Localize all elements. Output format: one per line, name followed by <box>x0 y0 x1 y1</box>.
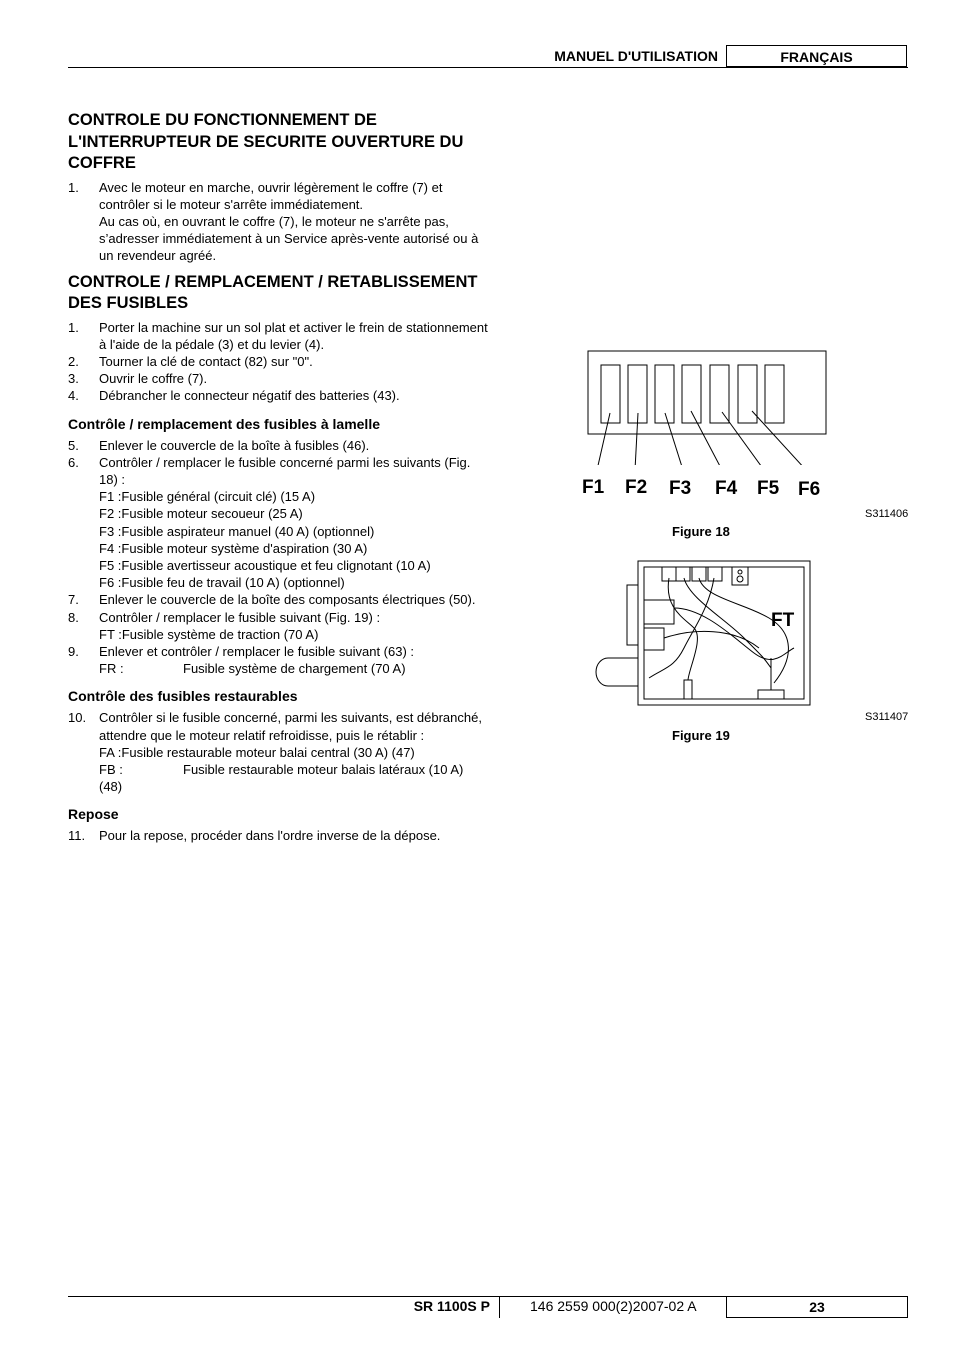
item-text: Enlever le couvercle de la boîte à fusibles (46). <box>99 437 370 453</box>
item-number: 2. <box>68 353 79 369</box>
fuse-line-fr <box>99 660 488 677</box>
fuse-line-fa: FA :Fusible restaurable moteur balai central (30 A) (47) <box>99 744 415 760</box>
item-number: 6. <box>68 454 79 470</box>
fuse-line-f2: F2 :Fusible moteur secoueur (25 A) <box>99 506 303 522</box>
item-text-extra: Au cas où, en ouvrant le coffre (7), le moteur ne s'arrête pas, s’adresser immédiatement à un Service après-vente autorisé ou à un revendeur agréé. <box>99 213 479 264</box>
electrical-box-diagram <box>594 558 814 708</box>
fuse-box-diagram <box>580 345 840 465</box>
subsection-title-blade-fuses: Contrôle / remplacement des fusibles à lamelle <box>68 415 380 432</box>
model-name: SR 1100S P <box>413 1298 490 1314</box>
list-item <box>68 387 488 404</box>
fuse-line-f4: F4 :Fusible moteur système d'aspiration (30 A) <box>99 540 368 556</box>
item-text: Contrôler / remplacer le fusible suivant (Fig. 19) : <box>99 609 381 625</box>
fuse-label-ft: FT <box>771 610 795 631</box>
manual-title: MANUEL D'UTILISATION <box>554 48 718 64</box>
subsection-title-repose: Repose <box>68 806 119 823</box>
fuse-line-f1: F1 :Fusible général (circuit clé) (15 A) <box>99 489 316 505</box>
item-text: Ouvrir le coffre (7). <box>99 371 208 387</box>
item-number: 11. <box>68 828 86 844</box>
list-item <box>68 179 488 265</box>
item-text: Porter la machine sur un sol plat et activer le frein de stationnement à l'aide de la pédale (3) et du levier (4). <box>99 319 488 352</box>
fuse-label-f6: F6 <box>798 479 821 500</box>
fuse-label-f3: F3 <box>669 478 692 499</box>
item-text: Tourner la clé de contact (82) sur "0". <box>99 353 313 369</box>
fuse-description: Fusible restaurable moteur balais latéraux (10 A) (48) <box>99 761 464 795</box>
item-number: 10. <box>68 710 87 726</box>
language-label: FRANÇAIS <box>726 45 907 67</box>
fuse-label-f5: F5 <box>757 478 780 499</box>
item-number: 1. <box>68 319 79 335</box>
section-title-safety-switch: CONTROLE DU FONCTIONNEMENT DE L'INTERRUPTEUR DE SECURITE OUVERTURE DU COFFRE <box>68 111 464 172</box>
fuse-line-ft: FT :Fusible système de traction (70 A) <box>99 626 319 642</box>
item-number: 9. <box>68 643 79 659</box>
item-number: 7. <box>68 592 79 608</box>
list-item <box>68 709 488 795</box>
fuse-label-f2: F2 <box>625 477 648 498</box>
figure-19-caption: Figure 19 <box>672 728 730 743</box>
list-item <box>68 643 488 677</box>
fuse-line-fb <box>99 761 488 795</box>
item-text: Enlever et contrôler / remplacer le fusible suivant (63) : <box>99 643 415 659</box>
footer-rule <box>68 1296 726 1297</box>
item-text: Avec le moteur en marche, ouvrir légèrement le coffre (7) et contrôler si le moteur s'arrête immédiatement. <box>99 179 443 212</box>
list-item <box>68 609 488 643</box>
item-number: 4. <box>68 388 79 404</box>
item-text: Pour la repose, procéder dans l'ordre inverse de la dépose. <box>99 828 441 844</box>
fuse-key: FB : <box>99 761 123 777</box>
main-text-column <box>68 110 488 845</box>
fuse-key: FR : <box>99 661 124 677</box>
list-item <box>68 437 488 454</box>
page-number: 23 <box>726 1296 908 1318</box>
list-item <box>68 319 488 353</box>
item-text: Enlever le couvercle de la boîte des composants électriques (50). <box>99 592 476 608</box>
subsection-title-resettable-fuses: Contrôle des fusibles restaurables <box>68 688 298 705</box>
item-number: 5. <box>68 437 79 453</box>
fuse-line-f3: F3 :Fusible aspirateur manuel (40 A) (optionnel) <box>99 523 375 539</box>
list-item <box>68 370 488 387</box>
section-title-fuses: CONTROLE / REMPLACEMENT / RETABLISSEMENT DES FUSIBLES <box>68 272 478 313</box>
document-code: 146 2559 000(2)2007-02 A <box>530 1298 697 1314</box>
list-item <box>68 827 488 844</box>
list-item <box>68 591 488 608</box>
list-item <box>68 454 488 592</box>
fuse-label-f4: F4 <box>715 478 738 499</box>
fuse-label-f1: F1 <box>582 477 605 498</box>
list-item <box>68 353 488 370</box>
figure-18-caption: Figure 18 <box>672 524 730 539</box>
figure-19-code: S311407 <box>865 711 909 723</box>
item-text: Contrôler / remplacer le fusible concerné parmi les suivants (Fig. 18) : <box>99 454 471 487</box>
fuse-line-f6: F6 :Fusible feu de travail (10 A) (optionnel) <box>99 575 345 591</box>
item-number: 3. <box>68 371 79 387</box>
header-rule <box>68 67 908 68</box>
item-number: 1. <box>68 179 79 195</box>
item-text: Débrancher le connecteur négatif des batteries (43). <box>99 388 400 404</box>
figure-18-code: S311406 <box>865 508 909 520</box>
fuse-line-f5: F5 :Fusible avertisseur acoustique et feu clignotant (10 A) <box>99 557 431 573</box>
footer-divider <box>499 1296 500 1318</box>
fuse-description: Fusible système de chargement (70 A) <box>183 661 406 677</box>
item-text: Contrôler si le fusible concerné, parmi les suivants, est débranché, attendre que le moteur relatif refroidisse, puis le rétablir : <box>99 710 482 743</box>
item-number: 8. <box>68 609 79 625</box>
